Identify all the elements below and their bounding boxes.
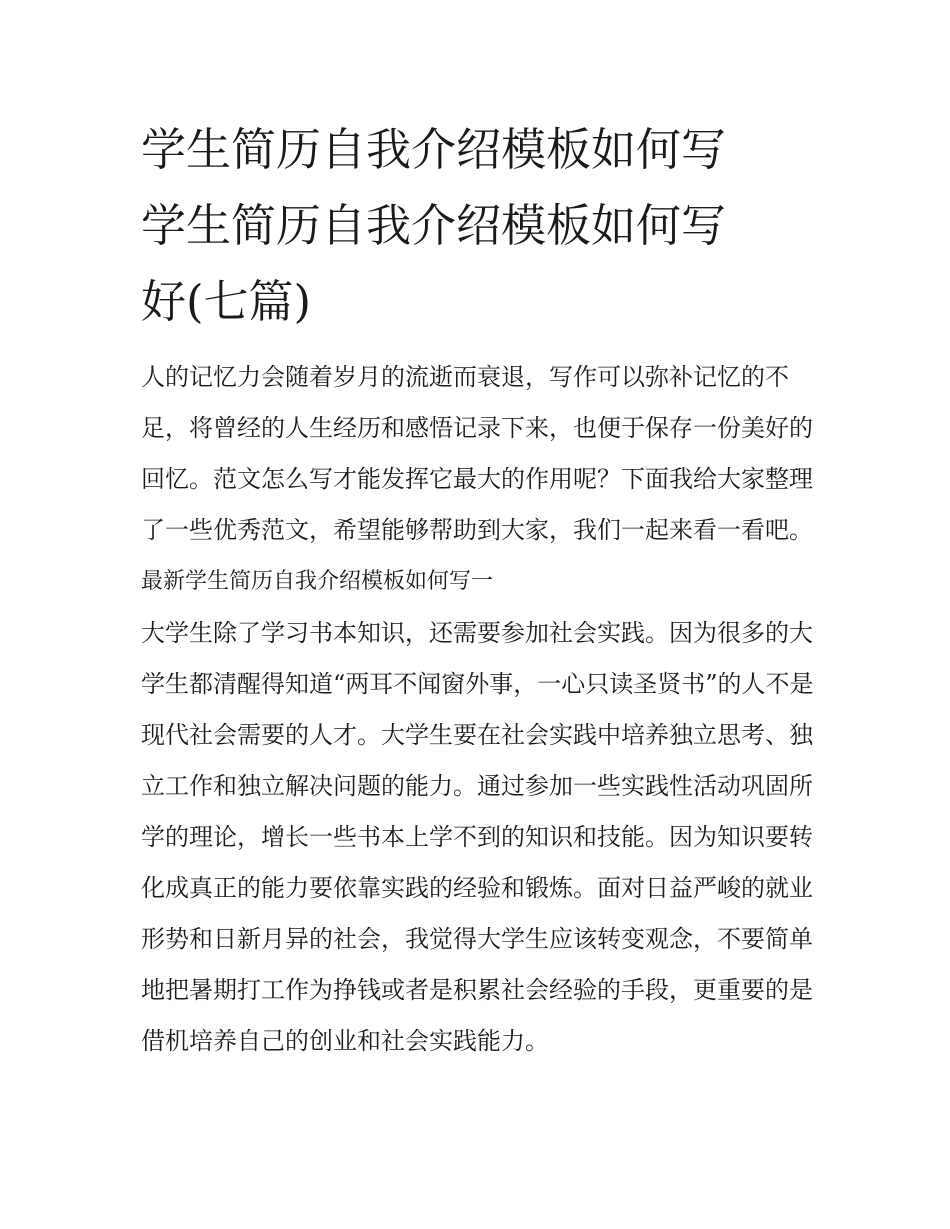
page-title [141, 112, 821, 340]
intro-paragraph: 人的记忆力会随着岁月的流逝而衰退，写作可以弥补记忆的不足，将曾经的人生经历和感悟记录下来，也便于保存一份美好的回忆。范文怎么写才能发挥它最大的作用呢？下面我给大家整理了一些优秀范文，希望能够帮助到大家，我们一起来看一看吧。 [141, 363, 813, 544]
title-line-3: 好(七篇) [141, 275, 312, 328]
document-body [141, 352, 821, 1067]
title-line-2: 学生简历自我介绍模板如何写 [141, 199, 727, 252]
body-paragraph: 大学生除了学习书本知识，还需要参加社会实践。因为很多的大学生都清醒得知道“两耳不闻窗外事，一心只读圣贤书”的人不是现代社会需要的人才。大学生要在社会实践中培养独立思考、独立工作和独立解决问题的能力。通过参加一些实践性活动巩固所学的理论，增长一些书本上学不到的知识和技能。因为知识要转化成真正的能力要依靠实践的经验和锻炼。面对日益严峻的就业形势和日新月异的社会，我觉得大学生应该转变观念，不要简单地把暑期打工作为挣钱或者是积累社会经验的手段，更重要的是借机培养自己的创业和社会实践能力。 [141, 619, 814, 1055]
section-heading: 最新学生简历自我介绍模板如何写一 [141, 569, 494, 594]
title-line-1: 学生简历自我介绍模板如何写 [141, 123, 727, 176]
